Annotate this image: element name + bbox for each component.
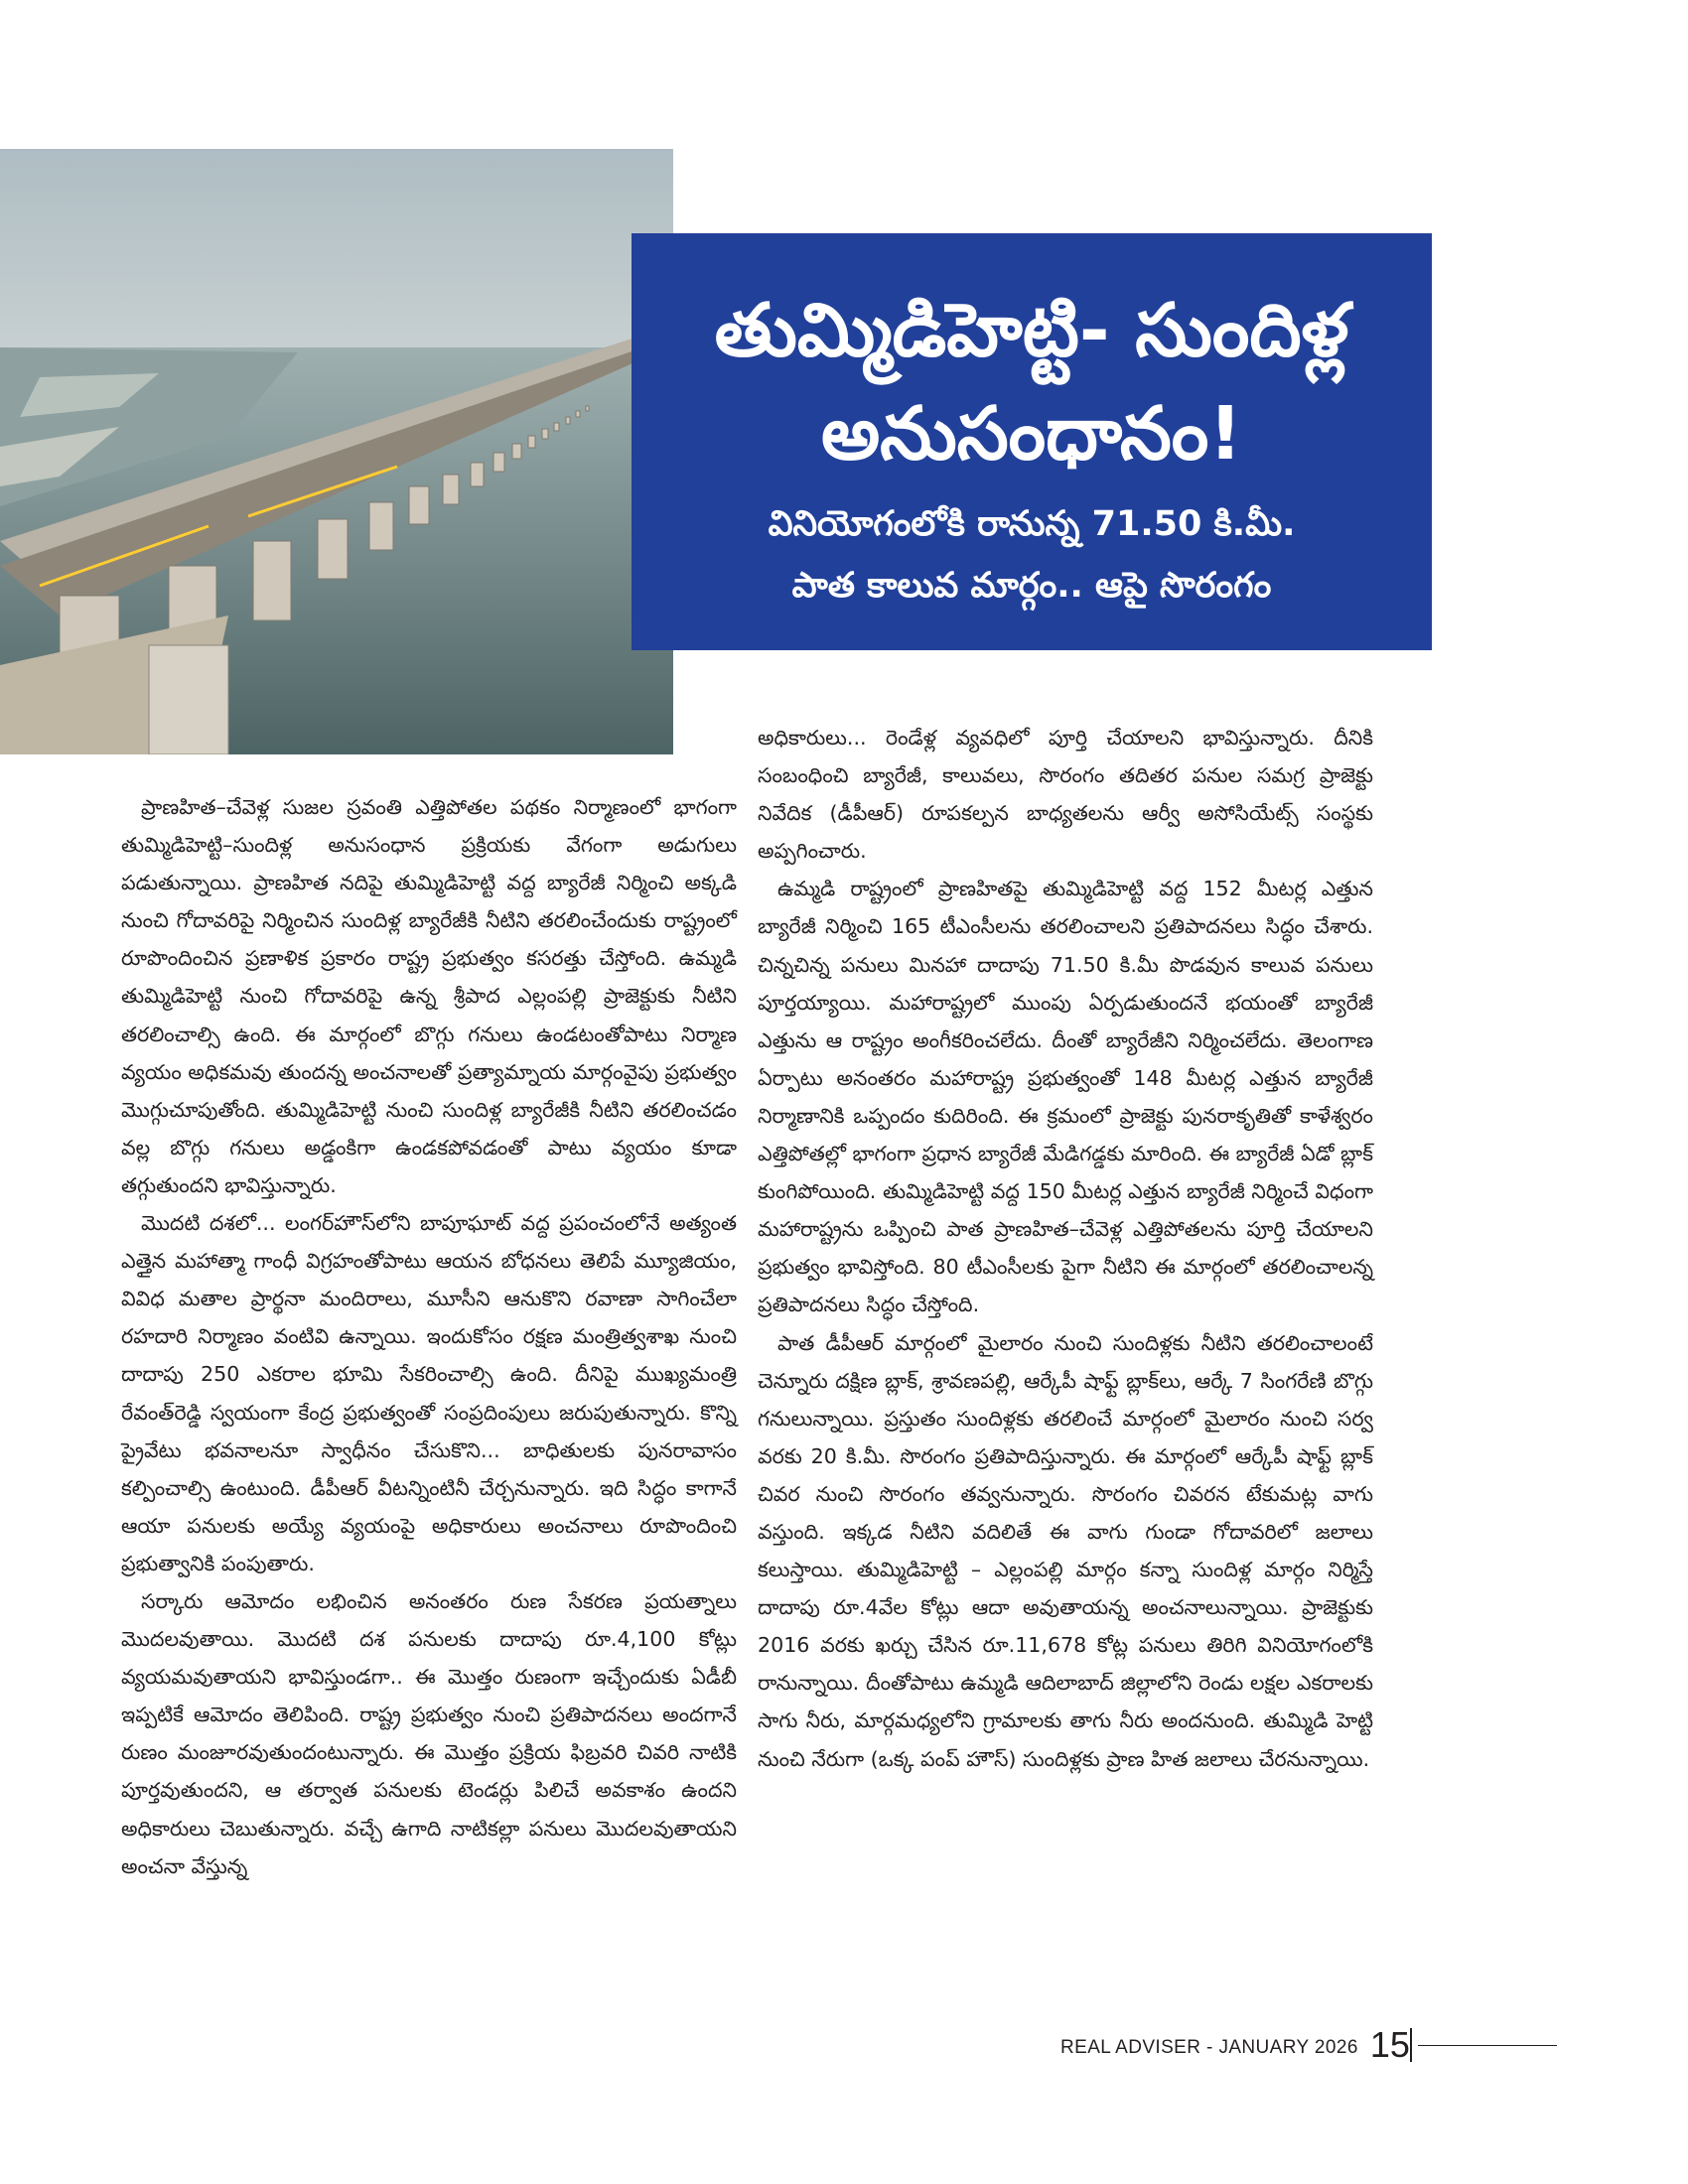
footer-divider bbox=[1410, 2028, 1412, 2062]
footer-rule bbox=[1418, 2045, 1557, 2046]
article-paragraph: పాత డీపీఆర్ మార్గంలో మైలారం నుంచి సుందిళ్లకు నీటిని తరలించాలంటే చెన్నూరు దక్షిణ బ్లాక్, శ్రావణపల్లి, ఆర్కేపీ షాఫ్ట్ బ్లాక్‌లు, ఆర్కే 7 సింగరేణి బొగ్గు గనులున్నాయి. ప్రస్తుతం సుందిళ్లకు తరలించే మార్గంలో మైలారం నుంచి సర్వ వరకు 20 కి.మీ. సొరంగం ప్రతిపాదిస్తున్నారు. ఈ మార్గంలో ఆర్కేపీ షాఫ్ట్ బ్లాక్ చివర నుంచి సొరంగం తవ్వనున్నారు. సొరంగం చివరన టేకుమట్ల వాగు వస్తుంది. ఇక్కడ నీటిని వదిలితే ఈ వాగు గుండా గోదావరిలో జలాలు కలుస్తాయి. తుమ్మిడిహెట్టి – ఎల్లంపల్లి మార్గం కన్నా సుందిళ్ల మార్గం నిర్మిస్తే దాదాపు రూ.4వేల కోట్లు ఆదా అవుతాయన్న అంచనాలున్నాయి. ప్రాజెక్టుకు 2016 వరకు ఖర్చు చేసిన రూ.11,678 కోట్ల పనులు తిరిగి వినియోగంలోకి రానున్నాయి. దీంతోపాటు ఉమ్మడి ఆదిలాబాద్ జిల్లాలోని రెండు లక్షల ఎకరాలకు సాగు నీరు, మార్గమధ్యలోని గ్రామాలకు తాగు నీరు అందనుంది. తుమ్మిడి హెట్టి నుంచి నేరుగా (ఒక్క పంప్ హౌస్) సుందిళ్లకు ప్రాణ హిత జలాలు చేరనున్నాయి. bbox=[758, 1330, 1373, 1771]
article-paragraph: మొదటి దశలో... లంగర్‌హౌస్‌లోని బాపూఘాట్ వద్ద ప్రపంచంలోనే అత్యంత ఎత్తైన మహాత్మా గాంధీ విగ్రహంతోపాటు ఆయన బోధనలు తెలిపే మ్యూజియం, వివిధ మతాల ప్రార్థనా మందిరాలు, మూసీని ఆనుకొని రవాణా సాగించేలా రహదారి నిర్మాణం వంటివి ఉన్నాయి. ఇందుకోసం రక్షణ మంత్రిత్వశాఖ నుంచి దాదాపు 250 ఎకరాల భూమి సేకరించాల్సి ఉంది. దీనిపై ముఖ్యమంత్రి రేవంత్‌రెడ్డి స్వయంగా కేంద్ర ప్రభుత్వంతో సంప్రదింపులు జరుపుతున్నారు. కొన్ని ప్రైవేటు భవనాలనూ స్వాధీనం చేసుకొని... బాధితులకు పునరావాసం కల్పించాల్సి ఉంటుంది. డీపీఆర్ వీటన్నింటినీ చేర్చనున్నారు. ఇది సిద్ధం కాగానే ఆయా పనులకు అయ్యే వ్యయంపై అధికారులు అంచనాలు రూపొందించి ప్రభుత్వానికి పంపుతారు. bbox=[121, 1211, 737, 1575]
article-right-column bbox=[758, 719, 1373, 1778]
headline-subtitle bbox=[632, 493, 1432, 616]
article-paragraph: ప్రాణహిత–చేవెళ్ల సుజల స్రవంతి ఎత్తిపోతల పథకం నిర్మాణంలో భాగంగా తుమ్మిడిహెట్టి–సుందిళ్ల అనుసంధాన ప్రక్రియకు వేగంగా అడుగులు పడుతున్నాయి. ప్రాణహిత నదిపై తుమ్మిడిహెట్టి వద్ద బ్యారేజీ నిర్మించి అక్కడి నుంచి గోదావరిపై నిర్మించిన సుందిళ్ల బ్యారేజీకి నీటిని తరలించేందుకు రాష్ట్రంలో రూపొందించిన ప్రణాళిక ప్రకారం రాష్ట్ర ప్రభుత్వం కసరత్తు చేస్తోంది. ఉమ్మడి తుమ్మిడిహెట్టి నుంచి గోదావరిపై ఉన్న శ్రీపాద ఎల్లంపల్లి ప్రాజెక్టుకు నీటిని తరలించాల్సి ఉంది. ఈ మార్గంలో బొగ్గు గనులు ఉండటంతోపాటు నిర్మాణ వ్యయం అధికమవు తుందన్న అంచనాలతో ప్రత్యామ్నాయ మార్గంవైపు ప్రభుత్వం మొగ్గుచూపుతోంది. తుమ్మిడిహెట్టి నుంచి సుందిళ్ల బ్యారేజీకి నీటిని తరలించడం వల్ల బొగ్గు గనులు అడ్డంకిగా ఉండకపోవడంతో పాటు వ్యయం కూడా తగ్గుతుందని భావిస్తున్నారు. bbox=[121, 795, 737, 1197]
page-number: 15 bbox=[1369, 2024, 1410, 2065]
headline-title-line-2: అనుసంధానం! bbox=[820, 391, 1243, 477]
headline-subtitle-line-2: పాత కాలువ మార్గం.. ఆపై సొరంగం bbox=[791, 566, 1272, 606]
article-paragraph: సర్కారు ఆమోదం లభించిన అనంతరం రుణ సేకరణ ప్రయత్నాలు మొదలవుతాయి. మొదటి దశ పనులకు దాదాపు రూ.4,100 కోట్లు వ్యయమవుతాయని భావిస్తుండగా.. ఈ మొత్తం రుణంగా ఇచ్చేందుకు ఏడీబీ ఇప్పటికే ఆమోదం తెలిపింది. రాష్ట్ర ప్రభుత్వం నుంచి ప్రతిపాదనలు అందగానే రుణం మంజూరవుతుందంటున్నారు. ఈ మొత్తం ప్రక్రియ ఫిబ్రవరి చివరి నాటికి పూర్తవుతుందని, ఆ తర్వాత పనులకు టెండర్లు పిలిచే అవకాశం ఉందని అధికారులు చెబుతున్నారు. వచ్చే ఉగాది నాటికల్లా పనులు మొదలవుతాయని అంచనా వేస్తున్న bbox=[121, 1588, 737, 1878]
barrage-illustration bbox=[0, 149, 673, 754]
headline-subtitle-line-1: వినియోగంలోకి రానున్న 71.50 కి.మీ. bbox=[768, 504, 1296, 544]
page-footer bbox=[1060, 2025, 1557, 2065]
publication-name: REAL ADVISER - JANUARY 2026 bbox=[1060, 2037, 1358, 2058]
barrage-photo bbox=[0, 149, 673, 754]
article-paragraph: ఉమ్మడి రాష్ట్రంలో ప్రాణహితపై తుమ్మిడిహెట్టి వద్ద 152 మీటర్ల ఎత్తున బ్యారేజీ నిర్మించి 165 టీఎంసీలను తరలించాలని ప్రతిపాదనలు సిద్ధం చేశారు. చిన్నచిన్న పనులు మినహా దాదాపు 71.50 కి.మీ పొడవున కాలువ పనులు పూర్తయ్యాయి. మహారాష్ట్రలో ముంపు ఏర్పడుతుందనే భయంతో బ్యారేజీ ఎత్తును ఆ రాష్ట్రం అంగీకరించలేదు. దీంతో బ్యారేజీని నిర్మించలేదు. తెలంగాణ ఏర్పాటు అనంతరం మహారాష్ట్ర ప్రభుత్వంతో 148 మీటర్ల ఎత్తున బ్యారేజీ నిర్మాణానికి ఒప్పందం కుదిరింది. ఈ క్రమంలో ప్రాజెక్టు పునరాకృతితో కాళేశ్వరం ఎత్తిపోతల్లో భాగంగా ప్రధాన బ్యారేజీ మేడిగడ్డకు మారింది. ఈ బ్యారేజీ ఏడో బ్లాక్ కుంగిపోయింది. తుమ్మిడిహెట్టి వద్ద 150 మీటర్ల ఎత్తున బ్యారేజీ నిర్మించే విధంగా మహారాష్ట్రను ఒప్పించి పాత ప్రాణహిత–చేవెళ్ల ఎత్తిపోతలను పూర్తి చేయాలని ప్రభుత్వం భావిస్తోంది. 80 టీఎంసీలకు పైగా నీటిని ఈ మార్గంలో తరలించాలన్న ప్రతిపాదనలు సిద్ధం చేస్తోంది. bbox=[758, 877, 1373, 1317]
article-left-column bbox=[121, 788, 737, 1885]
article-paragraph: అధికారులు... రెండేళ్ల వ్యవధిలో పూర్తి చేయాలని భావిస్తున్నారు. దీనికి సంబంధించి బ్యారేజీ, కాలువలు, సొరంగం తదితర పనుల సమగ్ర ప్రాజెక్టు నివేదిక (డీపీఆర్) రూపకల్పన బాధ్యతలను ఆర్వీ అసోసియేట్స్ సంస్థకు అప్పగించారు. bbox=[758, 726, 1373, 864]
headline-title-line-1: తుమ్మిడిహెట్టి- సుందిళ్ల bbox=[714, 288, 1349, 373]
headline-box bbox=[632, 233, 1432, 650]
